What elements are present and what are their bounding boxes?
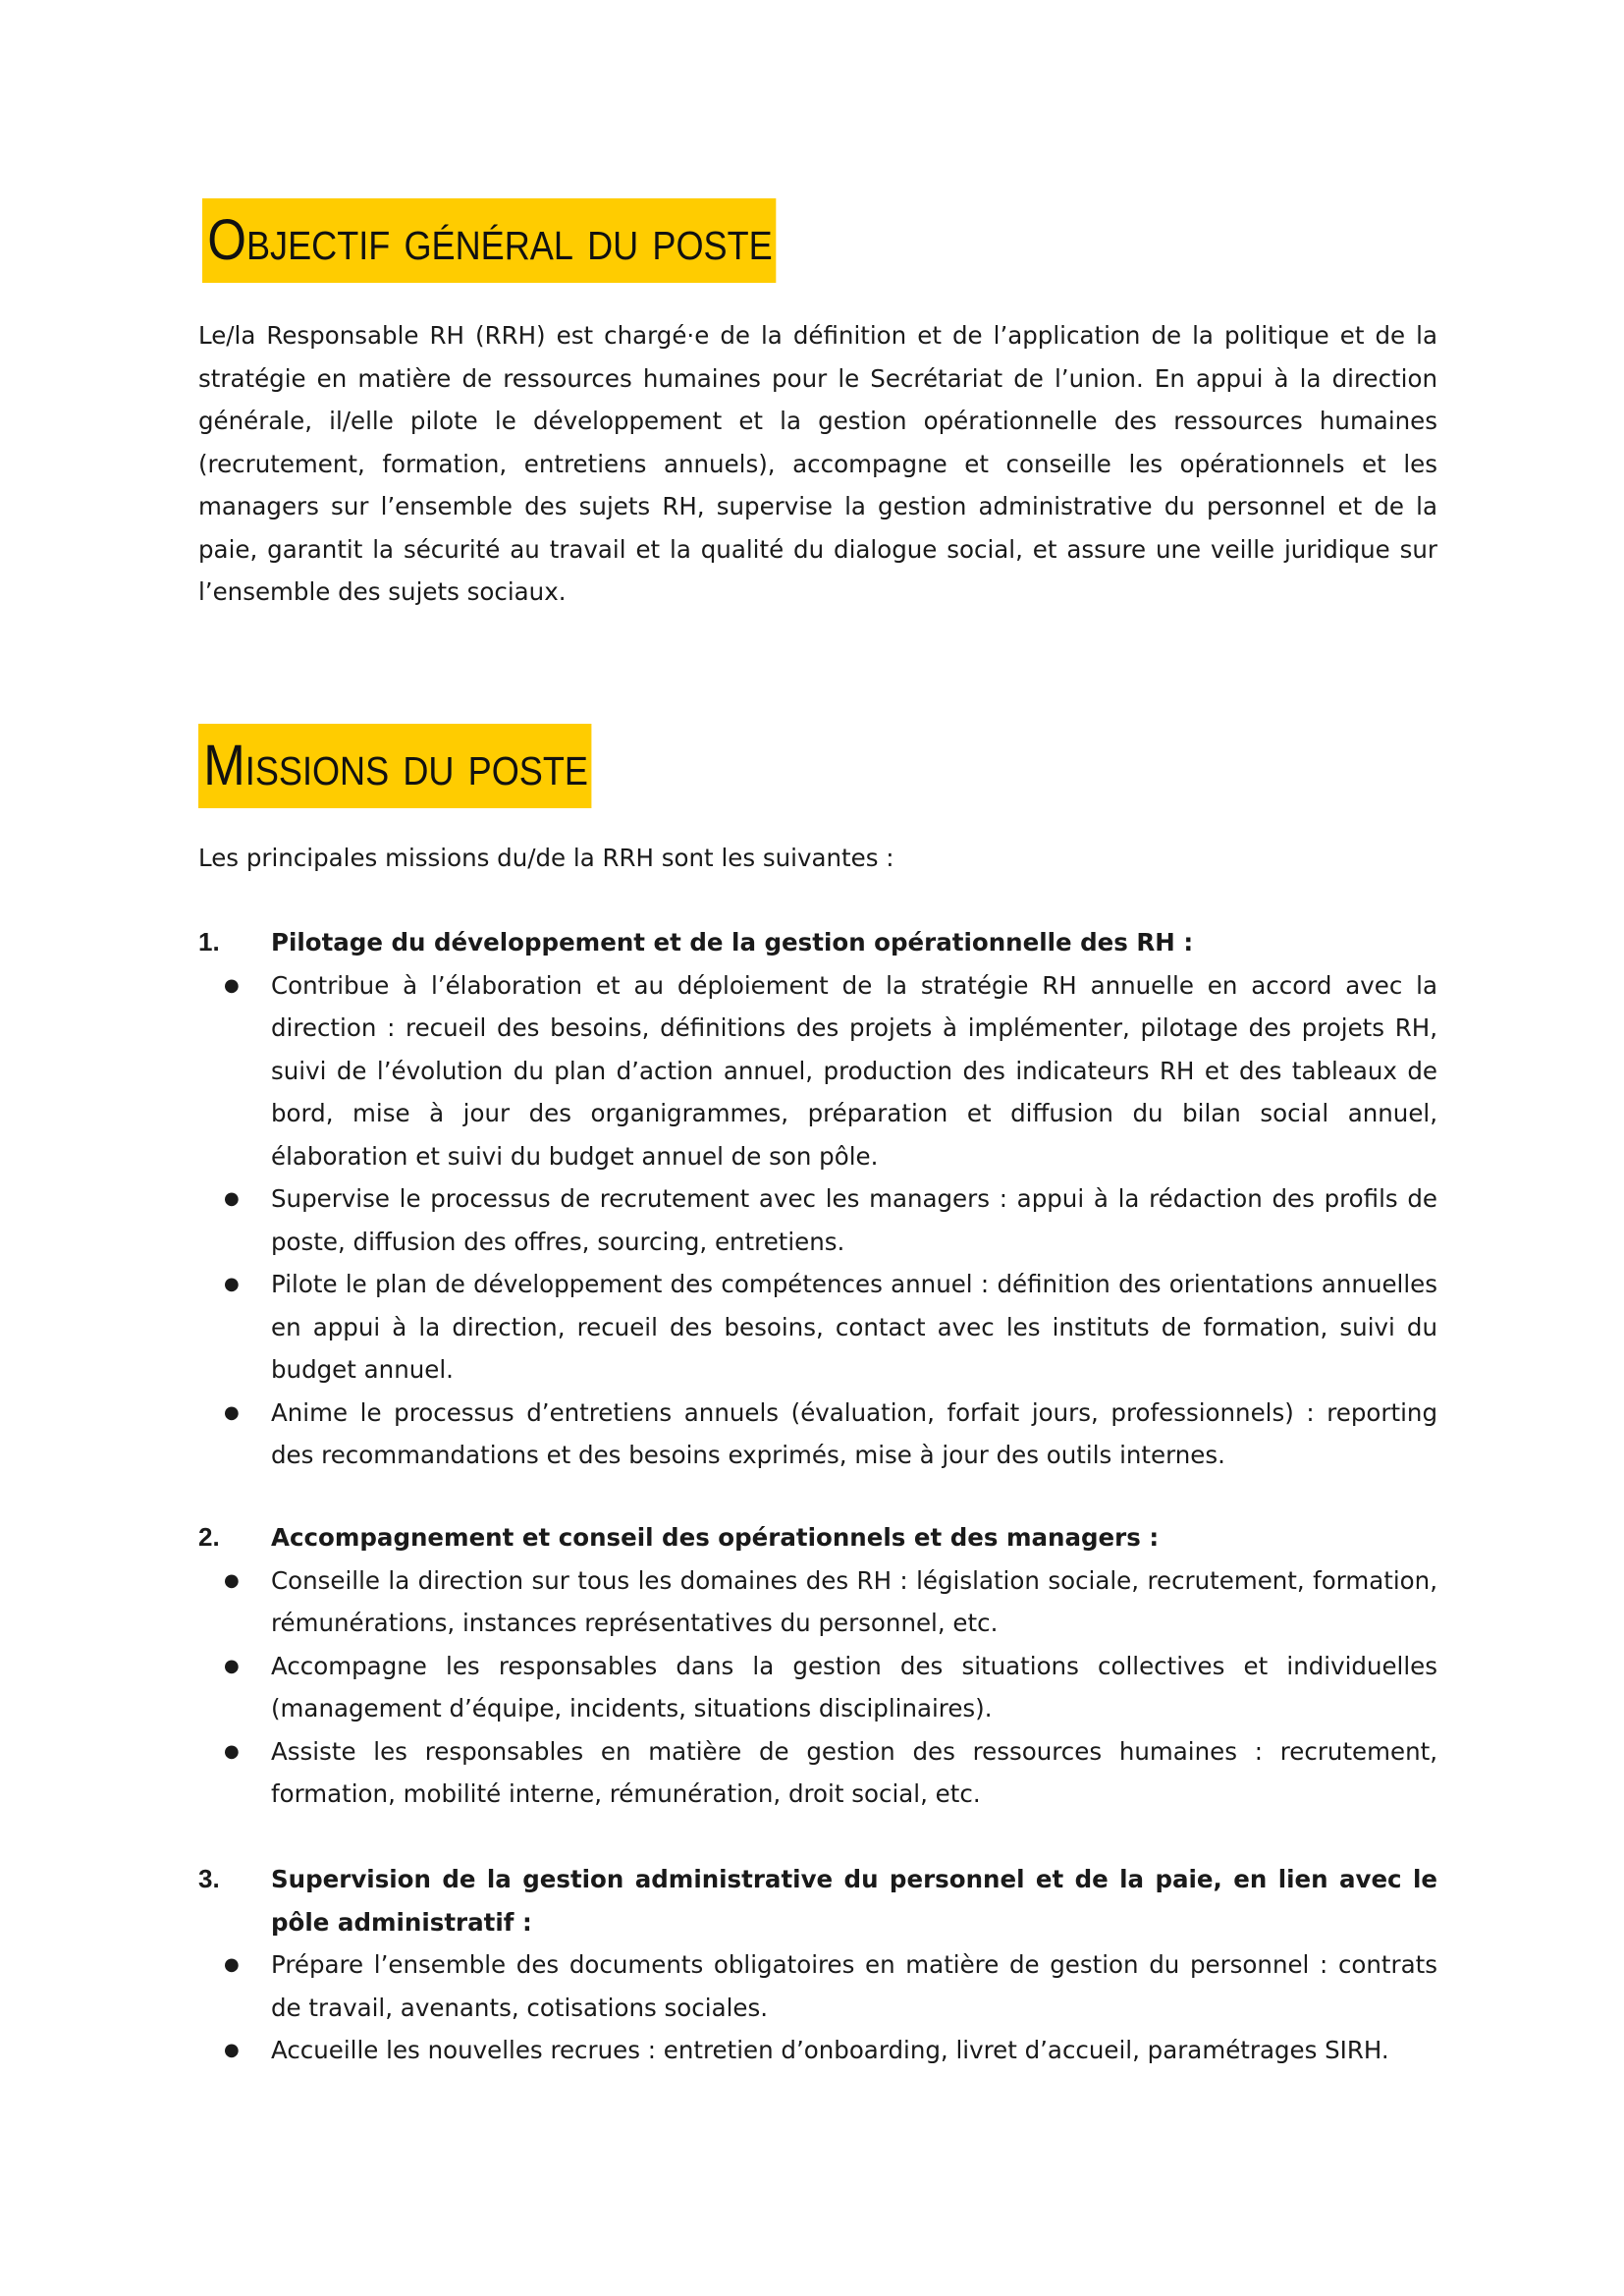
bullet-icon: ● bbox=[224, 2040, 240, 2060]
list-item bbox=[198, 1943, 1437, 2029]
list-item bbox=[198, 2029, 1437, 2072]
section-heading-objectif: Objectif général du poste bbox=[202, 198, 776, 283]
bullet-icon: ● bbox=[224, 1401, 240, 1423]
mission-section-1 bbox=[198, 921, 1437, 1477]
list-item-text: Accueille les nouvelles recrues : entretien d’onboarding, livret d’accueil, paramétrages SIRH. bbox=[271, 2036, 1389, 2064]
mission-bullet-list bbox=[198, 1943, 1437, 2072]
bullet-icon: ● bbox=[224, 1188, 240, 1209]
list-item-text: Conseille la direction sur tous les domaines des RH : législation sociale, recrutement, formation, rémunérations, instances représentatives du personnel, etc. bbox=[271, 1565, 1437, 1637]
mission-section-title bbox=[198, 1516, 1437, 1559]
list-item bbox=[198, 1263, 1437, 1392]
mission-section-2 bbox=[198, 1516, 1437, 1816]
bullet-icon: ● bbox=[224, 1569, 240, 1591]
missions-intro-paragraph: Les principales missions du/de la RRH sont les suivantes : bbox=[198, 844, 894, 872]
list-item-text: Anime le processus d’entretiens annuels (évaluation, forfait jours, professionnels) : reporting des recommandations et des besoins exprimés, mise à jour des outils internes. bbox=[271, 1397, 1437, 1469]
bullet-icon: ● bbox=[224, 1655, 240, 1676]
section-title-text: Accompagnement et conseil des opérationnels et des managers : bbox=[271, 1523, 1160, 1552]
mission-section-title bbox=[198, 1858, 1437, 1943]
list-item bbox=[198, 964, 1437, 1178]
mission-section-title bbox=[198, 921, 1437, 964]
list-item-text: Assiste les responsables en matière de gestion des ressources humaines : recrutement, formation, mobilité interne, rémunération, droit social, etc. bbox=[271, 1736, 1437, 1808]
section-number: 1. bbox=[198, 927, 220, 957]
list-item bbox=[198, 1559, 1437, 1645]
section-heading-missions: Missions du poste bbox=[198, 724, 591, 808]
intro-paragraph: Le/la Responsable RH (RRH) est chargé·e de la définition et de l’application de la politique et de la stratégie en matière de ressources humaines pour le Secrétariat de l’union. En appui à la direction générale, il/elle pilote le développement et la gestion opérationnelle des ressources humaines (recrutement, formation, entretiens annuels), accompagne et conseille les opérationnels et les managers sur l’ensemble des sujets RH, supervise la gestion administrative du personnel et de la paie, garantit la sécurité au travail et la qualité du dialogue social, et assure une veille juridique sur l’ensemble des sujets sociaux. bbox=[198, 321, 1437, 606]
list-item bbox=[198, 1177, 1437, 1263]
list-item-text: Pilote le plan de développement des compétences annuel : définition des orientations annuelles en appui à la direction, recueil des besoins, contact avec les instituts de formation, suivi du budget annuel. bbox=[271, 1270, 1437, 1384]
bullet-icon: ● bbox=[224, 1954, 240, 1975]
section-number: 3. bbox=[198, 1864, 220, 1893]
mission-section-3 bbox=[198, 1858, 1437, 2072]
list-item-text: Prépare l’ensemble des documents obligatoires en matière de gestion du personnel : contrats de travail, avenants, cotisations sociales. bbox=[271, 1950, 1437, 2022]
section-title-text: Pilotage du développement et de la gestion opérationnelle des RH : bbox=[271, 928, 1194, 957]
section-number: 2. bbox=[198, 1522, 220, 1552]
bullet-icon: ● bbox=[224, 1274, 240, 1294]
section-title-text: Supervision de la gestion administrative du personnel et de la paie, en lien avec le pôle administratif : bbox=[271, 1865, 1437, 1937]
list-item bbox=[198, 1645, 1437, 1730]
bullet-icon: ● bbox=[224, 974, 240, 996]
list-item-text: Contribue à l’élaboration et au déploiement de la stratégie RH annuelle en accord avec la direction : recueil des besoins, définitions des projets à implémenter, pilotage des projets RH, suivi de l’évolution du plan d’action annuel, production des indicateurs RH et des tableaux de bord, mise à jour des organigrammes, préparation et diffusion du bilan social annuel, élaboration et suivi du budget annuel de son pôle. bbox=[271, 970, 1437, 1171]
list-item-text: Supervise le processus de recrutement avec les managers : appui à la rédaction des profils de poste, diffusion des offres, sourcing, entretiens. bbox=[271, 1184, 1437, 1256]
list-item-text: Accompagne les responsables dans la gestion des situations collectives et individuelles (management d’équipe, incidents, situations disciplinaires). bbox=[271, 1651, 1437, 1722]
list-item bbox=[198, 1730, 1437, 1816]
bullet-icon: ● bbox=[224, 1740, 240, 1762]
mission-bullet-list bbox=[198, 964, 1437, 1477]
list-item bbox=[198, 1392, 1437, 1477]
mission-bullet-list bbox=[198, 1559, 1437, 1816]
